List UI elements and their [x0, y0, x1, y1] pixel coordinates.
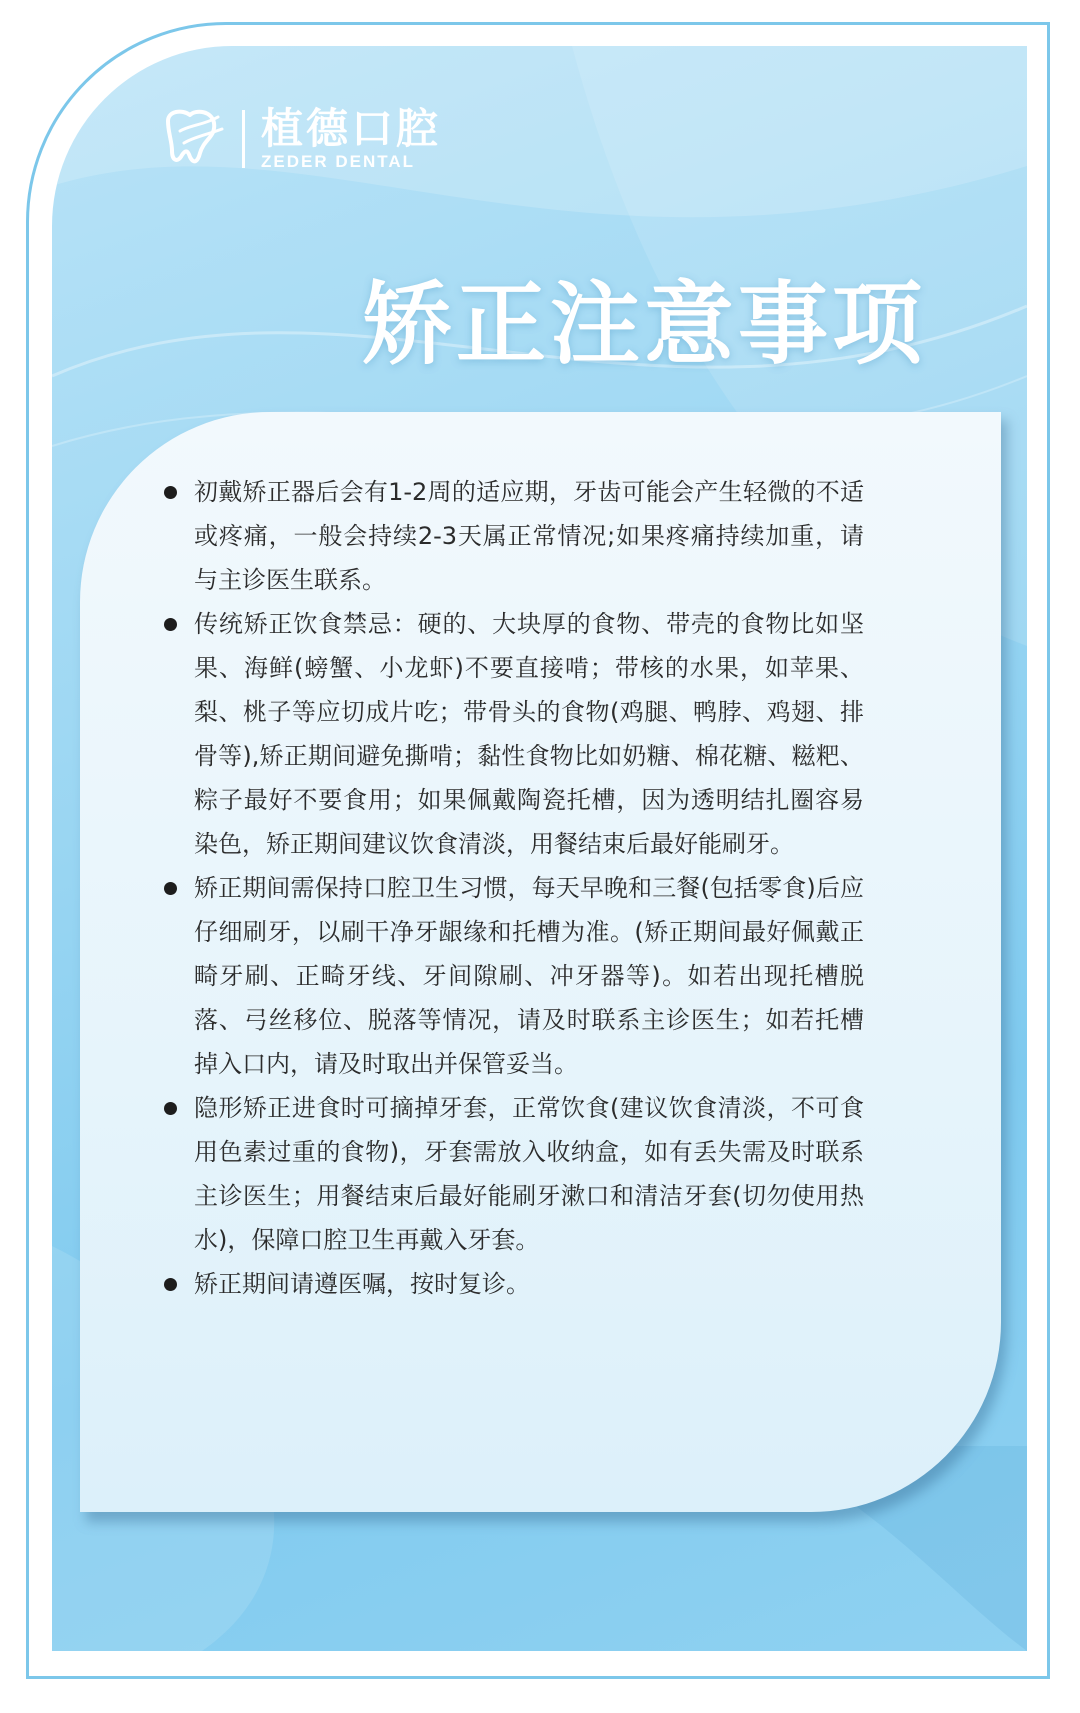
notes-card	[80, 412, 1001, 1512]
list-item	[164, 470, 864, 602]
bullet-icon	[164, 1102, 177, 1115]
note-text: 矫正期间请遵医嘱，按时复诊。	[194, 1270, 530, 1298]
bullet-icon	[164, 618, 177, 631]
list-item	[164, 866, 864, 1086]
bullet-icon	[164, 882, 177, 895]
brand-logo	[160, 104, 441, 174]
list-item	[164, 602, 864, 866]
page-title: 矫正注意事项	[362, 272, 926, 377]
note-text: 矫正期间需保持口腔卫生习惯，每天早晚和三餐(包括零食)后应仔细刷牙，以刷干净牙龈缘和托槽为准。(矫正期间最好佩戴正畸牙刷、正畸牙线、牙间隙刷、冲牙器等)。如若出现托槽脱落、弓丝移位、脱落等情况，请及时联系主诊医生；如若托槽掉入口内，请及时取出并保管妥当。	[194, 874, 864, 1078]
note-text: 传统矫正饮食禁忌：硬的、大块厚的食物、带壳的食物比如坚果、海鲜(螃蟹、小龙虾)不要直接啃；带核的水果，如苹果、梨、桃子等应切成片吃；带骨头的食物(鸡腿、鸭脖、鸡翅、排骨等),矫正期间避免撕啃；黏性食物比如奶糖、棉花糖、糍粑、粽子最好不要食用；如果佩戴陶瓷托槽，因为透明结扎圈容易染色，矫正期间建议饮食清淡，用餐结束后最好能刷牙。	[194, 610, 864, 858]
list-item	[164, 1262, 864, 1306]
logo-en: ZEDER DENTAL	[261, 152, 416, 171]
bullet-icon	[164, 486, 177, 499]
bullet-icon	[164, 1278, 177, 1291]
note-text: 隐形矫正进食时可摘掉牙套，正常饮食(建议饮食清淡，不可食用色素过重的食物)，牙套需放入收纳盒，如有丢失需及时联系主诊医生；用餐结束后最好能刷牙漱口和清洁牙套(切勿使用热水)，保障口腔卫生再戴入牙套。	[194, 1094, 864, 1254]
logo-text	[261, 106, 441, 172]
tooth-leaf-icon	[160, 107, 230, 171]
logo-cn: 植德口腔	[261, 104, 442, 153]
note-text: 初戴矫正器后会有1-2周的适应期，牙齿可能会产生轻微的不适或疼痛，一般会持续2-3天属正常情况;如果疼痛持续加重，请与主诊医生联系。	[194, 478, 864, 594]
notes-list	[164, 470, 864, 1306]
logo-divider	[242, 110, 245, 168]
list-item	[164, 1086, 864, 1262]
